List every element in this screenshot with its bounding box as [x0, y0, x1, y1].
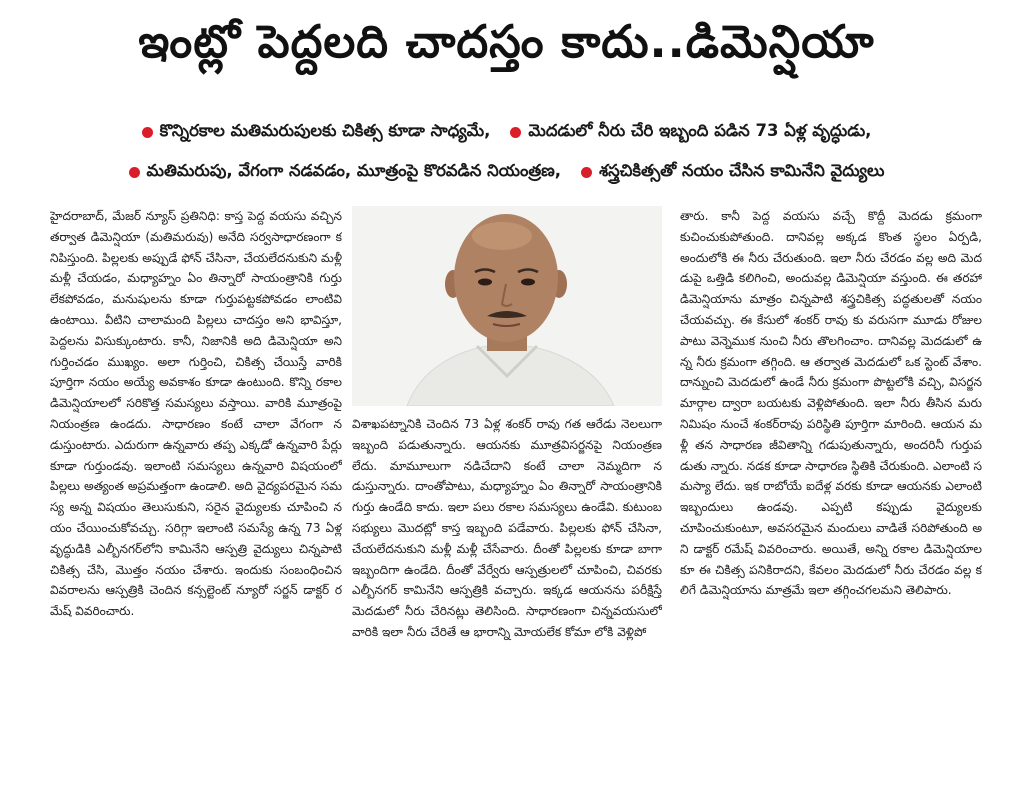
highlight-text: శస్త్రచికిత్సతో నయం చేసిన కామినేని వైద్యులు: [599, 160, 885, 180]
highlight-row: [0, 152, 1013, 192]
article-column-3: [680, 206, 982, 802]
article-column-1: [50, 206, 342, 802]
headline: ఇంట్లో పెద్దలది చాదస్తం కాదు..డిమెన్షియా: [138, 15, 875, 68]
red-bullet-icon: [142, 127, 153, 138]
highlight-text: మతిమరుపు, వేగంగా నడవడం, మూత్రంపై కొరవడిన నియంత్రణ,: [146, 160, 562, 180]
highlight-row: [0, 112, 1013, 152]
red-bullet-icon: [129, 167, 140, 178]
doctor-photo: [352, 206, 662, 406]
highlight-text: మెదడులో నీరు చేరి ఇబ్బంది పడిన 73 ఏళ్ల వృద్ధుడు,: [528, 120, 872, 140]
highlight-item: [129, 161, 562, 184]
article-text: విశాఖపట్నానికి చెందిన 73 ఏళ్ల శంకర్ రావు గత ఆరేడు నెలలుగా ఇబ్బంది పడుతున్నారు. ఆయనకు మూత్రవిసర్జనపై నియంత్రణ లేదు. మామూలుగా నడిచేదాని కంటే చాలా నెమ్మదిగా నడుస్తున్నారు. దాంతోపాటు, మధ్యాహ్నం ఏం తిన్నారో సాయంత్రానికి గుర్తు ఉండేది కాదు. ఇలా పలు రకాల సమస్యలు ఉండేవి. కుటుంబ సభ్యులు మొదట్లో కాస్త ఇబ్బంది పడేవారు. పిల్లలకు ఫోన్ చేసినా, చేయలేదనుకుని మళ్లీ మళ్లీ చేసేవారు. దీంతో పిల్లలకు కూడా బాగా ఇబ్బందిగా ఉండేది. దీంతో వేర్వేరు ఆస్పత్రులలో చూపించి, చివరకు ఎల్బీనగర్ కామినేని ఆస్పత్రికి వచ్చారు. ఇక్కడ ఆయనను పరీక్షిస్తే మెదడులో నీరు చేరినట్లు తెలిసింది. సాధారణంగా చిన్నవయసులో వారికి ఇలా నీరు చేరితే ఆ భారాన్ని మోయలేక కోమా లోకి వెళ్లిపో: [352, 417, 662, 639]
red-bullet-icon: [581, 167, 592, 178]
highlight-item: [142, 121, 491, 144]
article-column-2: [352, 414, 662, 802]
article-text: తారు. కానీ పెద్ద వయసు వచ్చే కొద్దీ మెదడు క్రమంగా కుచించుకుపోతుంది. దానివల్ల అక్కడ కొంత స్థలం ఏర్పడి, అందులోకి ఈ నీరు చేరుతుంది. ఇలా నీరు చేరడం వల్ల అది మెదడుపై ఒత్తిడి కలిగించి, అందువల్ల డిమెన్షియా వస్తుంది. ఈ తరహా డిమెన్షియాను మాత్రం చిన్నపాటి శస్త్రచికిత్స పద్ధతులతో నయం చేయవచ్చు. ఈ కేసులో శంకర్ రావు కు వరుసగా మూడు రోజుల పాటు వెన్నెముక నుంచి నీరు తొలగించాం. దానివల్ల మెదడులో ఉన్న నీరు క్రమంగా తగ్గింది. ఆ తర్వాత మెదడులో ఒక స్టెంట్ వేశాం. దాన్నుంచి మెదడులో ఉండే నీరు క్రమంగా పొట్టలోకి వచ్చి, విసర్జన మార్గాల ద్వారా బయటకు వెళ్లిపోతుంది. ఇలా నీరు తీసిన మరు నిమిషం నుంచే శంకర్‌రావు పరిస్థితి పూర్తిగా మారింది. ఆయన మళ్లీ తన సాధారణ జీవితాన్ని గడుపుతున్నారు, అందరినీ గుర్తుపడుతు న్నారు. నడక కూడా సాధారణ స్థితికి చేరుకుంది. ఎలాంటి సమస్యా లేదు. ఇక రాబోయే ఐదేళ్ల వరకు కూడా ఆయనకు ఎలాంటి ఇబ్బందులు ఉండవు. ఎప్పటి కప్పుడు వైద్యులకు చూపించుకుంటూ, అవసరమైన మందులు వాడితే సరిపోతుంది అని డాక్టర్ రమేష్ వివరించారు. అయితే, అన్ని రకాల డిమెన్షియాలకూ ఈ చికిత్స పనికిరాదని, కేవలం మెదడులో నీరు చేరడం వల్ల కలిగే డిమెన్షియాను మాత్రమే ఇలా తగ్గించగలమని తెలిపారు.: [680, 209, 982, 598]
highlight-item: [581, 161, 884, 184]
article-text: హైదరాబాద్, మేజర్ న్యూస్ ప్రతినిధి: కాస్త పెద్ద వయసు వచ్చిన తర్వాత డిమెన్షియా (మతిమరువు) అనేది సర్వసాధారణంగా కనిపిస్తుంది. పిల్లలకు అప్పుడే ఫోన్ చేసినా, చేయలేదనుకుని మళ్లీ మళ్లీ చేయడం, మధ్యాహ్నం ఏం తిన్నారో సాయంత్రానికి గుర్తు లేకపోవడం, మనుషులను కూడా గుర్తుపట్టకపోవడం లాంటివి ఉంటాయి. వీటిని చాలామంది పిల్లలు చాదస్తం అని భావిస్తూ, పెద్దలను విసుక్కుంటారు. కానీ, నిజానికి అది డిమెన్షియా అని గుర్తించడం ముఖ్యం. అలా గుర్తించి, చికిత్స చేయిస్తే వారికి పూర్తిగా నయం అయ్యే అవకాశం కూడా ఉంటుంది. కొన్ని రకాల డిమెన్షియాలలో సరికొత్త సమస్యలు వస్తాయి. వారికి మూత్రంపై నియంత్రణ ఉండదు. సాధారణం కంటే చాలా వేగంగా నడుస్తుంటారు. ఎదురుగా ఉన్నవారు తప్ప ఎక్కడో ఉన్నవారి పేర్లు కూడా గుర్తుండవు. ఇలాంటి సమస్యలు ఉన్నవారి విషయంలో పిల్లలు అత్యంత అప్రమత్తంగా ఉండాలి. అది వైద్యపరమైన సమస్య అన్న విషయం తెలుసుకుని, సరైన వైద్యులకు చూపించి నయం చేయించుకోవచ్చు. సరిగ్గా ఇలాంటి సమస్యే ఉన్న 73 ఏళ్ల వృద్ధుడికి ఎల్బీనగర్‌లోని కామినేని ఆస్పత్రి వైద్యులు చిన్నపాటి చికిత్స చేసి, మొత్తం నయం చేశారు. ఇందుకు సంబంధించిన వివరాలను ఆస్పత్రికి చెందిన కన్సల్టెంట్ న్యూరో సర్జన్ డాక్టర్ రమేష్ వివరించారు.: [50, 209, 342, 619]
highlight-item: [510, 121, 871, 144]
highlights: [0, 112, 1013, 192]
red-bullet-icon: [510, 127, 521, 138]
portrait-icon: [352, 206, 662, 406]
highlight-text: కొన్నిరకాల మతిమరుపులకు చికిత్స కూడా సాధ్యమే,: [159, 120, 491, 140]
